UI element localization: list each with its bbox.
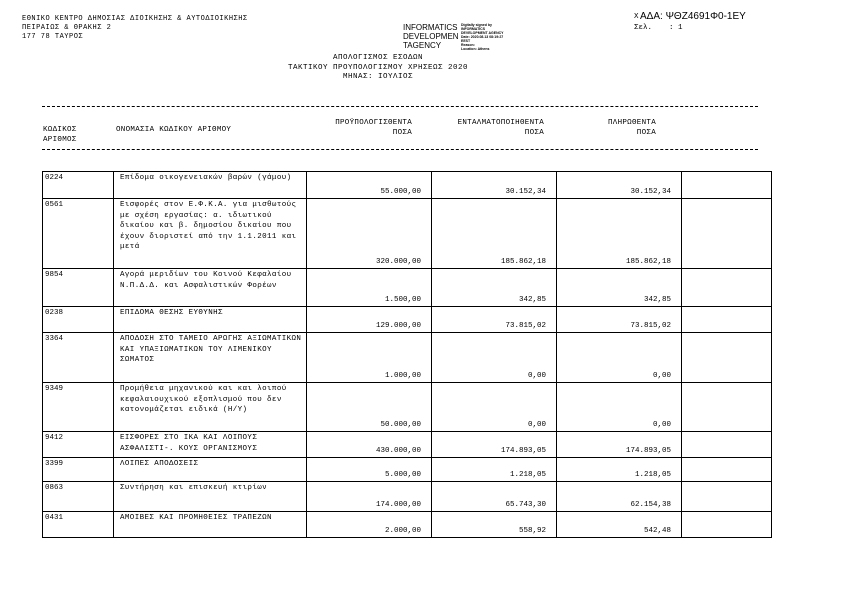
signature-org-line: DEVELOPMEN: [403, 32, 459, 41]
signature-org-line: INFORMATICS: [403, 23, 458, 32]
column-header-committed: [424, 118, 544, 138]
row-committed: 0,00: [432, 333, 557, 383]
signature-detail-line: Digitally signed by: [461, 23, 492, 27]
row-name: ΕΠΙΔΟΜΑ ΘΕΣΗΣ ΕΥΘΥΝΗΣ: [114, 307, 307, 333]
row-budget: 129.000,00: [307, 307, 432, 333]
signature-detail-line: Date: 2020.08.13 08:19:27: [461, 35, 504, 39]
report-title: [228, 54, 528, 83]
ada-code: ΑΔΑ: ΨΘΖ4691Φ0-1ΕΥ: [640, 11, 746, 22]
column-header-budget-line: ΠΡΟΫΠΟΛΟΓΙΣΘΕΝΤΑ: [335, 119, 412, 127]
page-number: : 1: [669, 24, 683, 32]
table-row: [43, 458, 772, 482]
row-committed: 558,92: [432, 512, 557, 538]
column-header-code: [43, 125, 77, 145]
row-code: 9349: [43, 383, 114, 432]
row-committed: 185.862,18: [432, 199, 557, 269]
organization-name: ΕΘΝΙΚΟ ΚΕΝΤΡΟ ΔΗΜΟΣΙΑΣ ΔΙΟΙΚΗΣΗΣ & ΑΥΤΟΔΙΟΙΚΗΣΗΣ: [22, 15, 248, 23]
column-header-code-line: ΚΩΔΙΚΟΣ: [43, 126, 77, 134]
row-paid: 62.154,38: [557, 482, 682, 512]
row-extra-cell: [682, 333, 772, 383]
row-committed: 65.743,30: [432, 482, 557, 512]
row-extra-cell: [682, 269, 772, 307]
row-name: ΛΟΙΠΕΣ ΑΠΟΔΟΣΕΙΣ: [114, 458, 307, 482]
row-name: ΑΠΟΔΟΣΗ ΣΤΟ ΤΑΜΕΙΟ ΑΡΩΓΗΣ ΑΞΙΩΜΑΤΙΚΩΝ ΚΑΙ ΥΠΑΞΙΩΜΑΤΙΚΩΝ ΤΟΥ ΛΙΜΕΝΙΚΟΥ ΣΩΜΑΤΟΣ: [114, 333, 307, 383]
row-code: 9854: [43, 269, 114, 307]
row-code: 9412: [43, 432, 114, 458]
page-label: Σελ.: [634, 24, 653, 32]
row-committed: 73.815,02: [432, 307, 557, 333]
column-header-paid-line: ΠΟΣΑ: [636, 129, 656, 137]
table-row: [43, 172, 772, 199]
row-budget: 2.000,00: [307, 512, 432, 538]
row-name: Προμήθεια μηχανικού και και λοιπού κεφαλαιουχικού εξοπλισμού που δεν κατονομάζεται ειδικά (Η/Υ): [114, 383, 307, 432]
row-name: Επίδομα οικογενειακών βαρών (γάμου): [114, 172, 307, 199]
column-header-paid: [556, 118, 656, 138]
column-header-budget: [300, 118, 412, 138]
revenue-table: [42, 171, 772, 538]
row-code: 0238: [43, 307, 114, 333]
row-code: 3399: [43, 458, 114, 482]
signature-detail-line: INFORMATICS: [461, 27, 486, 31]
organization-street: ΠΕΙΡΑΙΩΣ & ΘΡΑΚΗΣ 2: [22, 24, 112, 32]
row-name: ΕΙΣΦΟΡΕΣ ΣΤΟ ΙΚΑ ΚΑΙ ΛΟΙΠΟΥΣ ΑΣΦΑΛΙΣΤΙ-. ΚΟΥΣ ΟΡΓΑΝΙΣΜΟΥΣ: [114, 432, 307, 458]
report-subtitle: ΤΑΚΤΙΚΟΥ ΠΡΟΥΠΟΛΟΓΙΣΜΟΥ ΧΡΗΣΕΩΣ 2020: [287, 63, 469, 72]
column-header-paid-line: ΠΛΗΡΩΘΕΝΤΑ: [607, 119, 656, 127]
row-paid: 342,85: [557, 269, 682, 307]
signature-detail-line: Reason:: [461, 43, 475, 47]
table-row: [43, 307, 772, 333]
row-committed: 1.218,05: [432, 458, 557, 482]
row-paid: 30.152,34: [557, 172, 682, 199]
row-extra-cell: [682, 307, 772, 333]
row-budget: 174.000,00: [307, 482, 432, 512]
header-separator-bottom: [42, 149, 758, 150]
row-name: Συντήρηση και επισκευή κτιρίων: [114, 482, 307, 512]
row-committed: 30.152,34: [432, 172, 557, 199]
signature-detail-line: EEST: [461, 39, 471, 43]
header-separator-top: [42, 106, 758, 107]
row-paid: 0,00: [557, 383, 682, 432]
organization-block: [22, 15, 248, 42]
row-budget: 50.000,00: [307, 383, 432, 432]
row-name: ΑΜΟΙΒΕΣ ΚΑΙ ΠΡΟΜΗΘΕΙΕΣ ΤΡΑΠΕΖΩΝ: [114, 512, 307, 538]
row-budget: 5.000,00: [307, 458, 432, 482]
signature-details: [461, 23, 503, 51]
row-paid: 185.862,18: [557, 199, 682, 269]
row-extra-cell: [682, 383, 772, 432]
signature-org: [403, 23, 459, 50]
row-code: 0561: [43, 199, 114, 269]
table-row: [43, 333, 772, 383]
row-extra-cell: [682, 512, 772, 538]
row-budget: 1.000,00: [307, 333, 432, 383]
row-name: Εισφορές στον Ε.Φ.Κ.Α. για μισθωτούς με σχέση εργασίας: α. ιδιωτικού δικαίου και β. δημοσίου δικαίου που έχουν διοριστεί από την 1.1.2011 και μετά: [114, 199, 307, 269]
signature-org-line: TAGENCY: [403, 41, 442, 50]
table-row: [43, 269, 772, 307]
row-budget: 55.000,00: [307, 172, 432, 199]
column-header-committed-line: ΠΟΣΑ: [524, 129, 544, 137]
row-paid: 1.218,05: [557, 458, 682, 482]
column-header-committed-line: ΕΝΤΑΛΜΑΤΟΠΟΙΗΘΕΝΤΑ: [457, 119, 544, 127]
row-budget: 430.000,00: [307, 432, 432, 458]
table-row: [43, 512, 772, 538]
row-budget: 1.500,00: [307, 269, 432, 307]
row-code: 0431: [43, 512, 114, 538]
row-code: 0224: [43, 172, 114, 199]
report-month: ΜΗΝΑΣ: ΙΟΥΛΙΟΣ: [342, 73, 413, 81]
row-name: Αγορά μεριδίων του Κοινού Κεφαλαίου Ν.Π.Δ.Δ. και Ασφαλιστικών Φορέων: [114, 269, 307, 307]
row-extra-cell: [682, 172, 772, 199]
organization-city: 177 78 ΤΑΥΡΟΣ: [22, 33, 84, 41]
overlap-prefix: Χ: [634, 13, 639, 21]
row-extra-cell: [682, 199, 772, 269]
row-committed: 0,00: [432, 383, 557, 432]
column-header-name: ΟΝΟΜΑΣΙΑ ΚΩΔΙΚΟΥ ΑΡΙΘΜΟΥ: [116, 126, 232, 134]
signature-detail-line: Location: Athens: [461, 47, 490, 51]
row-code: 3364: [43, 333, 114, 383]
row-paid: 0,00: [557, 333, 682, 383]
row-committed: 342,85: [432, 269, 557, 307]
row-extra-cell: [682, 458, 772, 482]
table-row: [43, 482, 772, 512]
table-row: [43, 199, 772, 269]
row-extra-cell: [682, 482, 772, 512]
row-committed: 174.893,05: [432, 432, 557, 458]
row-extra-cell: [682, 432, 772, 458]
table-row: [43, 432, 772, 458]
row-code: 0863: [43, 482, 114, 512]
row-budget: 320.000,00: [307, 199, 432, 269]
column-header-code-line: ΑΡΙΘΜΟΣ: [43, 136, 77, 144]
column-header-budget-line: ΠΟΣΑ: [392, 129, 412, 137]
report-title-line: ΑΠΟΛΟΓΙΣΜΟΣ ΕΣΟΔΩΝ: [332, 54, 423, 62]
row-paid: 73.815,02: [557, 307, 682, 333]
table-row: [43, 383, 772, 432]
signature-detail-line: DEVELOPMENT AGENCY: [461, 31, 504, 35]
row-paid: 174.893,05: [557, 432, 682, 458]
row-paid: 542,48: [557, 512, 682, 538]
